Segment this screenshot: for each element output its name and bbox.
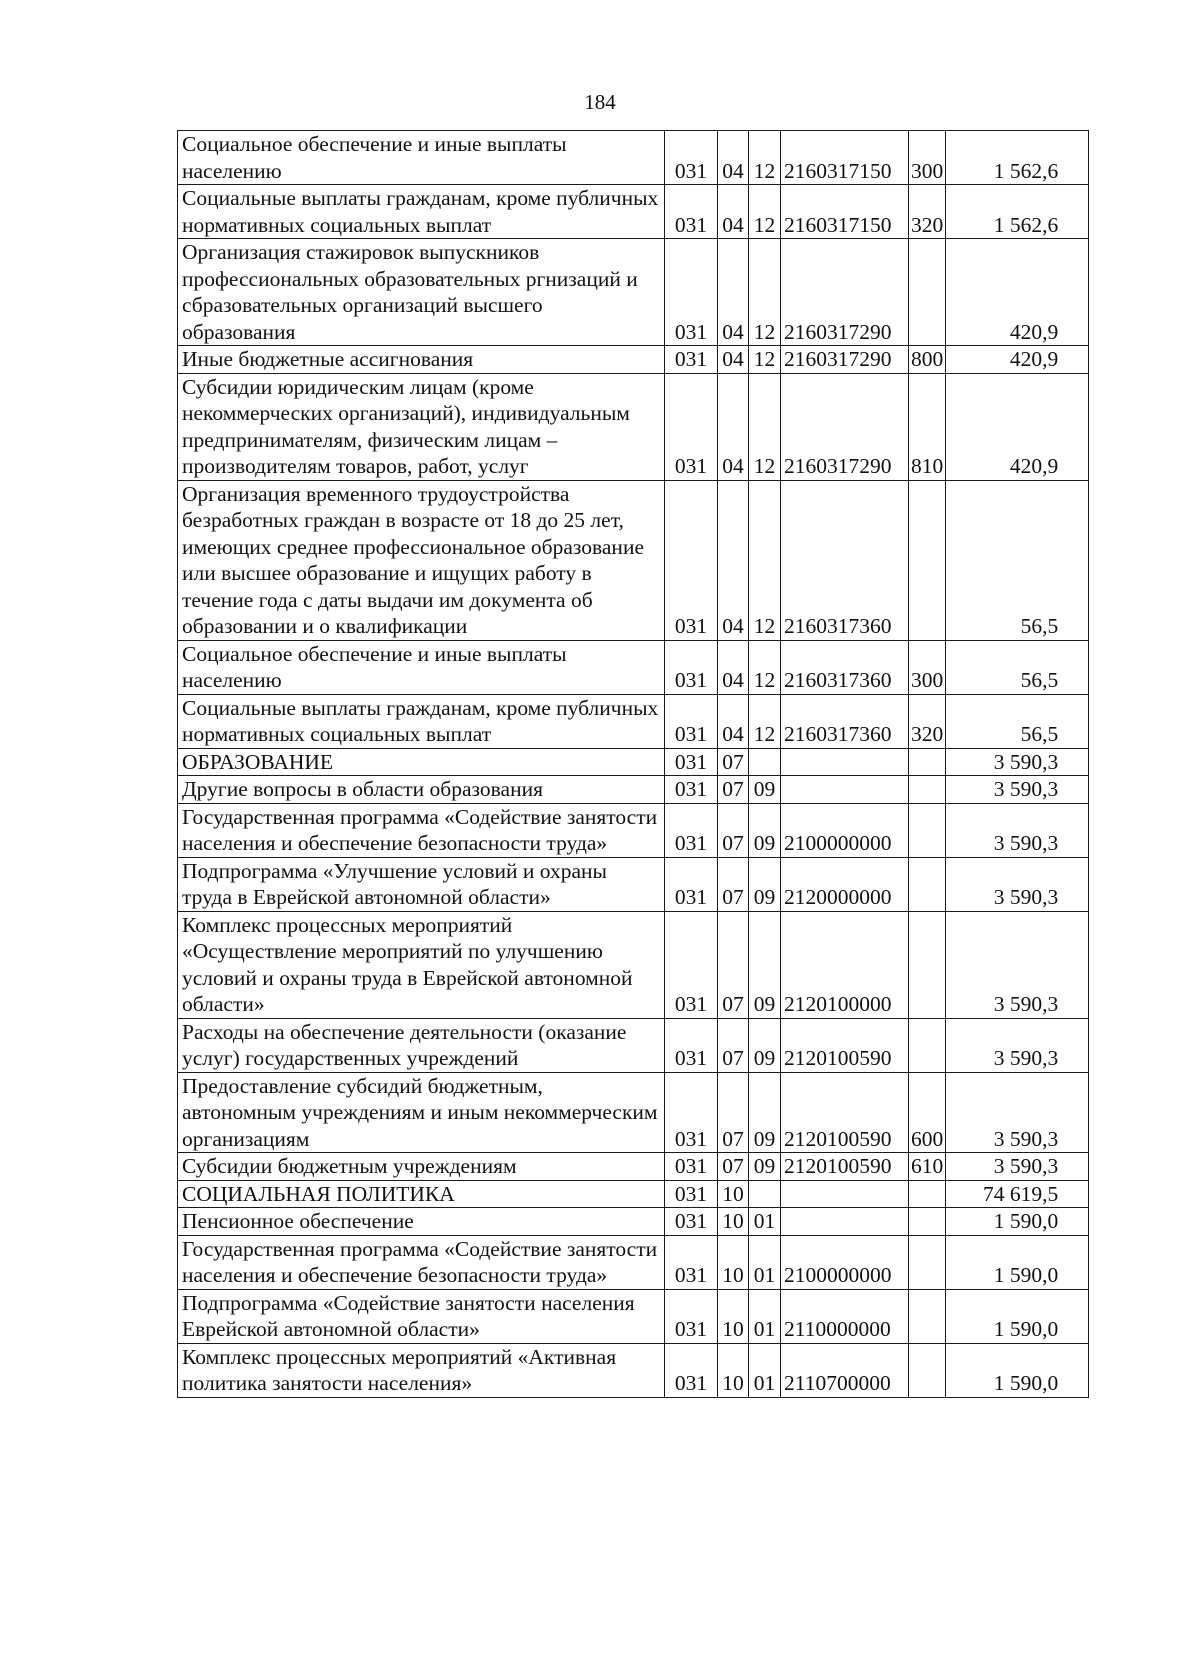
- expense-type-code-cell: [909, 480, 946, 640]
- section-code-cell: 04: [718, 185, 749, 239]
- target-article-code-cell: 2120000000: [781, 857, 909, 911]
- budget-table-body: [178, 131, 1089, 1398]
- item-name-cell: ОБРАЗОВАНИЕ: [178, 748, 665, 776]
- ministry-code-cell: 031: [665, 803, 718, 857]
- target-article-code-cell: 2160317360: [781, 694, 909, 748]
- table-row: [178, 1208, 1089, 1236]
- item-name-cell: Организация стажировок выпускников профессиональных образовательных ргнизаций и сбразовательных организаций высшего образования: [178, 239, 665, 346]
- item-name-cell: Социальные выплаты гражданам, кроме публичных нормативных социальных выплат: [178, 694, 665, 748]
- table-row: [178, 185, 1089, 239]
- section-code-cell: 07: [718, 776, 749, 804]
- amount-cell: 56,5: [946, 480, 1089, 640]
- item-name-cell: Социальные выплаты гражданам, кроме публичных нормативных социальных выплат: [178, 185, 665, 239]
- section-code-cell: 04: [718, 480, 749, 640]
- ministry-code-cell: 031: [665, 694, 718, 748]
- expense-type-code-cell: 320: [909, 694, 946, 748]
- item-name-cell: Подпрограмма «Содействие занятости населения Еврейской автономной области»: [178, 1289, 665, 1343]
- expense-type-code-cell: [909, 776, 946, 804]
- target-article-code-cell: [781, 1208, 909, 1236]
- table-row: [178, 1153, 1089, 1181]
- section-code-cell: 10: [718, 1343, 749, 1397]
- expense-type-code-cell: 300: [909, 131, 946, 185]
- item-name-cell: Государственная программа «Содействие занятости населения и обеспечение безопасности труда»: [178, 803, 665, 857]
- amount-cell: 3 590,3: [946, 911, 1089, 1018]
- ministry-code-cell: 031: [665, 185, 718, 239]
- table-row: [178, 1289, 1089, 1343]
- amount-cell: 3 590,3: [946, 803, 1089, 857]
- subsection-code-cell: 12: [749, 131, 781, 185]
- expense-type-code-cell: [909, 1343, 946, 1397]
- subsection-code-cell: 12: [749, 185, 781, 239]
- target-article-code-cell: 2120100000: [781, 911, 909, 1018]
- target-article-code-cell: 2160317150: [781, 185, 909, 239]
- section-code-cell: 07: [718, 1018, 749, 1072]
- target-article-code-cell: [781, 748, 909, 776]
- subsection-code-cell: 12: [749, 640, 781, 694]
- table-row: [178, 694, 1089, 748]
- subsection-code-cell: 09: [749, 776, 781, 804]
- table-row: [178, 1018, 1089, 1072]
- expense-type-code-cell: [909, 803, 946, 857]
- expense-type-code-cell: [909, 1180, 946, 1208]
- target-article-code-cell: 2120100590: [781, 1153, 909, 1181]
- amount-cell: 3 590,3: [946, 857, 1089, 911]
- ministry-code-cell: 031: [665, 480, 718, 640]
- section-code-cell: 04: [718, 640, 749, 694]
- amount-cell: 1 562,6: [946, 185, 1089, 239]
- item-name-cell: Иные бюджетные ассигнования: [178, 346, 665, 374]
- expense-type-code-cell: [909, 1235, 946, 1289]
- section-code-cell: 04: [718, 346, 749, 374]
- ministry-code-cell: 031: [665, 1235, 718, 1289]
- target-article-code-cell: 2160317290: [781, 239, 909, 346]
- target-article-code-cell: [781, 1180, 909, 1208]
- item-name-cell: Организация временного трудоустройства безработных граждан в возрасте от 18 до 25 лет, имеющих среднее профессиональное образование или высшее образование и ищущих работу в течение года с даты выдачи им документа об образовании и о квалификации: [178, 480, 665, 640]
- amount-cell: 56,5: [946, 640, 1089, 694]
- item-name-cell: Подпрограмма «Улучшение условий и охраны труда в Еврейской автономной области»: [178, 857, 665, 911]
- amount-cell: 3 590,3: [946, 1018, 1089, 1072]
- item-name-cell: Социальное обеспечение и иные выплаты населению: [178, 131, 665, 185]
- expense-type-code-cell: [909, 239, 946, 346]
- ministry-code-cell: 031: [665, 748, 718, 776]
- item-name-cell: Социальное обеспечение и иные выплаты населению: [178, 640, 665, 694]
- ministry-code-cell: 031: [665, 857, 718, 911]
- expense-type-code-cell: [909, 1018, 946, 1072]
- table-row: [178, 1180, 1089, 1208]
- target-article-code-cell: 2110000000: [781, 1289, 909, 1343]
- expense-type-code-cell: 610: [909, 1153, 946, 1181]
- amount-cell: 420,9: [946, 346, 1089, 374]
- expense-type-code-cell: [909, 911, 946, 1018]
- ministry-code-cell: 031: [665, 911, 718, 1018]
- expense-type-code-cell: [909, 1208, 946, 1236]
- amount-cell: 1 590,0: [946, 1289, 1089, 1343]
- section-code-cell: 10: [718, 1180, 749, 1208]
- target-article-code-cell: 2160317290: [781, 373, 909, 480]
- target-article-code-cell: 2120100590: [781, 1018, 909, 1072]
- amount-cell: 3 590,3: [946, 1153, 1089, 1181]
- ministry-code-cell: 031: [665, 1153, 718, 1181]
- item-name-cell: Комплекс процессных мероприятий «Осуществление мероприятий по улучшению условий и охраны труда в Еврейской автономной области»: [178, 911, 665, 1018]
- section-code-cell: 10: [718, 1208, 749, 1236]
- amount-cell: 3 590,3: [946, 748, 1089, 776]
- ministry-code-cell: 031: [665, 239, 718, 346]
- item-name-cell: СОЦИАЛЬНАЯ ПОЛИТИКА: [178, 1180, 665, 1208]
- expense-type-code-cell: [909, 1289, 946, 1343]
- subsection-code-cell: 12: [749, 346, 781, 374]
- subsection-code-cell: 12: [749, 480, 781, 640]
- subsection-code-cell: 09: [749, 803, 781, 857]
- ministry-code-cell: 031: [665, 1072, 718, 1153]
- target-article-code-cell: 2100000000: [781, 803, 909, 857]
- subsection-code-cell: 01: [749, 1289, 781, 1343]
- ministry-code-cell: 031: [665, 776, 718, 804]
- ministry-code-cell: 031: [665, 1018, 718, 1072]
- budget-table: [177, 130, 1089, 1398]
- item-name-cell: Субсидии юридическим лицам (кроме некоммерческих организаций), индивидуальным предпринимателям, физическим лицам – производителям товаров, работ, услуг: [178, 373, 665, 480]
- subsection-code-cell: [749, 748, 781, 776]
- ministry-code-cell: 031: [665, 640, 718, 694]
- amount-cell: 3 590,3: [946, 1072, 1089, 1153]
- section-code-cell: 07: [718, 1072, 749, 1153]
- expense-type-code-cell: 800: [909, 346, 946, 374]
- item-name-cell: Пенсионное обеспечение: [178, 1208, 665, 1236]
- table-row: [178, 373, 1089, 480]
- item-name-cell: Комплекс процессных мероприятий «Активная политика занятости населения»: [178, 1343, 665, 1397]
- target-article-code-cell: 2110700000: [781, 1343, 909, 1397]
- item-name-cell: Субсидии бюджетным учреждениям: [178, 1153, 665, 1181]
- section-code-cell: 04: [718, 694, 749, 748]
- ministry-code-cell: 031: [665, 346, 718, 374]
- table-row: [178, 776, 1089, 804]
- expense-type-code-cell: 320: [909, 185, 946, 239]
- target-article-code-cell: 2160317150: [781, 131, 909, 185]
- table-row: [178, 480, 1089, 640]
- table-row: [178, 1072, 1089, 1153]
- subsection-code-cell: 01: [749, 1208, 781, 1236]
- subsection-code-cell: 09: [749, 1072, 781, 1153]
- table-row: [178, 857, 1089, 911]
- amount-cell: 1 590,0: [946, 1208, 1089, 1236]
- amount-cell: 420,9: [946, 239, 1089, 346]
- amount-cell: 1 590,0: [946, 1235, 1089, 1289]
- table-row: [178, 803, 1089, 857]
- section-code-cell: 04: [718, 131, 749, 185]
- section-code-cell: 04: [718, 239, 749, 346]
- amount-cell: 1 590,0: [946, 1343, 1089, 1397]
- section-code-cell: 07: [718, 748, 749, 776]
- subsection-code-cell: 09: [749, 1018, 781, 1072]
- table-row: [178, 131, 1089, 185]
- amount-cell: 56,5: [946, 694, 1089, 748]
- subsection-code-cell: 12: [749, 694, 781, 748]
- subsection-code-cell: 09: [749, 911, 781, 1018]
- page-number: 184: [584, 90, 616, 114]
- amount-cell: 3 590,3: [946, 776, 1089, 804]
- expense-type-code-cell: 600: [909, 1072, 946, 1153]
- section-code-cell: 07: [718, 1153, 749, 1181]
- target-article-code-cell: 2160317360: [781, 640, 909, 694]
- subsection-code-cell: 09: [749, 1153, 781, 1181]
- amount-cell: 1 562,6: [946, 131, 1089, 185]
- target-article-code-cell: 2100000000: [781, 1235, 909, 1289]
- table-row: [178, 1343, 1089, 1397]
- section-code-cell: 10: [718, 1235, 749, 1289]
- target-article-code-cell: 2160317360: [781, 480, 909, 640]
- table-row: [178, 640, 1089, 694]
- expense-type-code-cell: [909, 857, 946, 911]
- target-article-code-cell: [781, 776, 909, 804]
- amount-cell: 420,9: [946, 373, 1089, 480]
- subsection-code-cell: 12: [749, 373, 781, 480]
- section-code-cell: 07: [718, 857, 749, 911]
- ministry-code-cell: 031: [665, 373, 718, 480]
- ministry-code-cell: 031: [665, 1208, 718, 1236]
- amount-cell: 74 619,5: [946, 1180, 1089, 1208]
- item-name-cell: Расходы на обеспечение деятельности (оказание услуг) государственных учреждений: [178, 1018, 665, 1072]
- ministry-code-cell: 031: [665, 131, 718, 185]
- item-name-cell: Предоставление субсидий бюджетным, автономным учреждениям и иным некоммерческим организациям: [178, 1072, 665, 1153]
- subsection-code-cell: [749, 1180, 781, 1208]
- subsection-code-cell: 01: [749, 1343, 781, 1397]
- table-row: [178, 911, 1089, 1018]
- ministry-code-cell: 031: [665, 1343, 718, 1397]
- expense-type-code-cell: 810: [909, 373, 946, 480]
- table-row: [178, 346, 1089, 374]
- target-article-code-cell: 2120100590: [781, 1072, 909, 1153]
- table-row: [178, 748, 1089, 776]
- table-row: [178, 1235, 1089, 1289]
- section-code-cell: 10: [718, 1289, 749, 1343]
- section-code-cell: 04: [718, 373, 749, 480]
- target-article-code-cell: 2160317290: [781, 346, 909, 374]
- ministry-code-cell: 031: [665, 1180, 718, 1208]
- subsection-code-cell: 01: [749, 1235, 781, 1289]
- ministry-code-cell: 031: [665, 1289, 718, 1343]
- item-name-cell: Государственная программа «Содействие занятости населения и обеспечение безопасности труда»: [178, 1235, 665, 1289]
- section-code-cell: 07: [718, 803, 749, 857]
- subsection-code-cell: 12: [749, 239, 781, 346]
- section-code-cell: 07: [718, 911, 749, 1018]
- item-name-cell: Другие вопросы в области образования: [178, 776, 665, 804]
- table-row: [178, 239, 1089, 346]
- expense-type-code-cell: 300: [909, 640, 946, 694]
- subsection-code-cell: 09: [749, 857, 781, 911]
- expense-type-code-cell: [909, 748, 946, 776]
